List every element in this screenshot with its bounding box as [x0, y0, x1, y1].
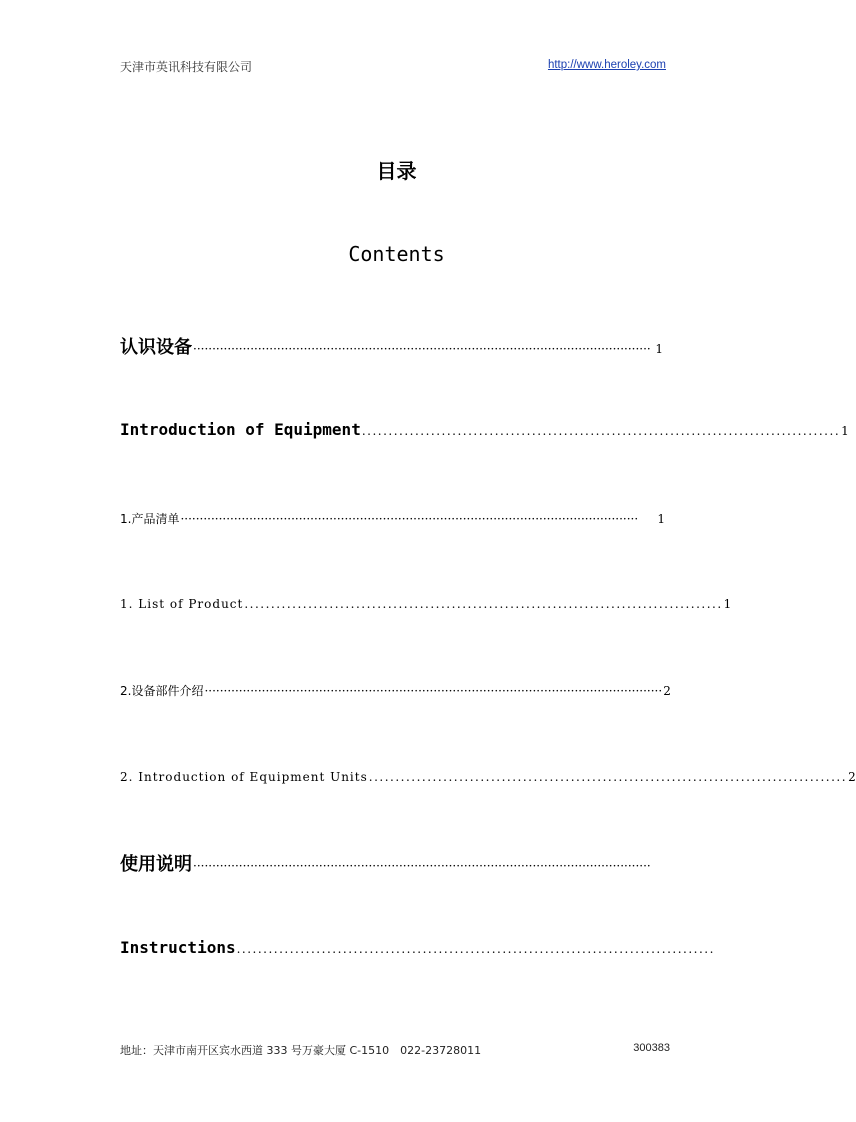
toc-page-number: 1 [723, 597, 732, 611]
toc-entry-equipment-units-cn[interactable] [120, 682, 671, 699]
toc-entry-label: 1.产品清单 [120, 512, 180, 526]
toc-leader: ························································································································ [193, 859, 651, 873]
toc-leader: ························································································································ [193, 342, 651, 356]
toc-title-chinese: 目录 [376, 159, 417, 183]
toc-entry-label: 使用说明 [120, 854, 192, 875]
toc-entry-label: Instructions [120, 938, 236, 957]
toc-entry-instructions-cn[interactable] [120, 850, 670, 876]
toc-entry-recognize-equipment[interactable] [120, 333, 663, 359]
toc-leader: ························································································································ [204, 684, 663, 698]
postal-code: 300383 [633, 1042, 670, 1054]
company-address: 地址：天津市南开区宾水西道 333 号万豪大厦 C-1510 022-23728011 [120, 1044, 482, 1057]
toc-leader: .......................................................................................... [236, 942, 715, 956]
toc-page-number: 1 [841, 424, 851, 438]
toc-leader: .......................................................................................... [368, 770, 848, 784]
toc-entry-introduction-of-equipment-units[interactable] [120, 770, 856, 784]
toc-entry-label: 1. List of Product [120, 597, 244, 611]
toc-entry-label: Introduction of Equipment [120, 420, 361, 439]
toc-entry-label: 认识设备 [120, 337, 192, 358]
toc-title-english: Contents [348, 242, 445, 266]
toc-leader: .......................................................................................... [244, 597, 723, 611]
toc-entry-product-list-cn[interactable] [120, 510, 665, 527]
website-link[interactable]: http://www.heroley.com [547, 59, 666, 71]
company-name: 天津市英讯科技有限公司 [120, 60, 253, 74]
toc-entry-introduction-of-equipment[interactable] [120, 420, 851, 439]
toc-entry-label: 2.设备部件介绍 [120, 684, 204, 698]
toc-leader: .......................................................................................... [361, 424, 841, 438]
toc-page-number: 2 [663, 684, 671, 698]
toc-page-number: 2 [848, 770, 856, 784]
toc-entry-instructions[interactable] [120, 938, 715, 957]
toc-leader: ························································································································ [180, 512, 639, 526]
toc-page-number: 1 [657, 512, 665, 526]
toc-entry-label: 2. Introduction of Equipment Units [120, 770, 368, 784]
toc-entry-list-of-product[interactable] [120, 597, 732, 611]
toc-page-number: 1 [655, 342, 663, 356]
